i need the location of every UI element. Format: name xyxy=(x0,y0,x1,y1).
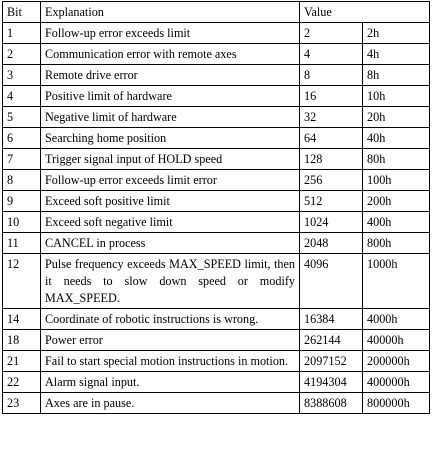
cell-value-hex: 40h xyxy=(363,128,430,149)
document-body xyxy=(2,1,430,414)
table-row xyxy=(3,65,430,86)
table-row xyxy=(3,86,430,107)
table-row xyxy=(3,393,430,414)
cell-value-decimal: 8388608 xyxy=(300,393,363,414)
cell-value-hex: 2h xyxy=(363,23,430,44)
cell-value-decimal: 32 xyxy=(300,107,363,128)
cell-explanation: CANCEL in process xyxy=(41,233,300,254)
cell-explanation: Power error xyxy=(41,330,300,351)
table-row xyxy=(3,254,430,309)
cell-bit: 7 xyxy=(3,149,41,170)
cell-value-hex: 400000h xyxy=(363,372,430,393)
cell-value-decimal: 16 xyxy=(300,86,363,107)
cell-value-decimal: 16384 xyxy=(300,309,363,330)
cell-value-hex: 1000h xyxy=(363,254,430,309)
cell-explanation: Searching home position xyxy=(41,128,300,149)
cell-explanation: Follow-up error exceeds limit error xyxy=(41,170,300,191)
table-body xyxy=(3,23,430,414)
cell-bit: 5 xyxy=(3,107,41,128)
header-explanation: Explanation xyxy=(41,2,300,23)
table-row xyxy=(3,212,430,233)
axis-status-bit-table xyxy=(2,1,430,414)
table-row xyxy=(3,372,430,393)
cell-value-decimal: 256 xyxy=(300,170,363,191)
cell-value-decimal: 4194304 xyxy=(300,372,363,393)
table-row xyxy=(3,309,430,330)
cell-value-hex: 10h xyxy=(363,86,430,107)
cell-value-decimal: 512 xyxy=(300,191,363,212)
table-row xyxy=(3,23,430,44)
cell-value-hex: 4h xyxy=(363,44,430,65)
cell-explanation: Alarm signal input. xyxy=(41,372,300,393)
cell-bit: 14 xyxy=(3,309,41,330)
table-row xyxy=(3,330,430,351)
cell-explanation: Pulse frequency exceeds MAX_SPEED limit, then it needs to slow down speed or modify MAX_SPEED. xyxy=(41,254,300,309)
cell-bit: 9 xyxy=(3,191,41,212)
cell-bit: 21 xyxy=(3,351,41,372)
cell-value-decimal: 4096 xyxy=(300,254,363,309)
cell-bit: 18 xyxy=(3,330,41,351)
cell-explanation: Remote drive error xyxy=(41,65,300,86)
cell-value-decimal: 2097152 xyxy=(300,351,363,372)
cell-value-decimal: 4 xyxy=(300,44,363,65)
table-row xyxy=(3,149,430,170)
cell-explanation: Follow-up error exceeds limit xyxy=(41,23,300,44)
cell-value-decimal: 2 xyxy=(300,23,363,44)
cell-value-hex: 4000h xyxy=(363,309,430,330)
cell-value-hex: 40000h xyxy=(363,330,430,351)
table-header-row xyxy=(3,2,430,23)
cell-bit: 8 xyxy=(3,170,41,191)
cell-explanation: Negative limit of hardware xyxy=(41,107,300,128)
cell-value-hex: 200h xyxy=(363,191,430,212)
cell-value-hex: 8h xyxy=(363,65,430,86)
cell-bit: 22 xyxy=(3,372,41,393)
cell-explanation: Axes are in pause. xyxy=(41,393,300,414)
table-row xyxy=(3,44,430,65)
cell-value-hex: 100h xyxy=(363,170,430,191)
cell-value-decimal: 128 xyxy=(300,149,363,170)
cell-value-hex: 200000h xyxy=(363,351,430,372)
cell-bit: 6 xyxy=(3,128,41,149)
cell-bit: 2 xyxy=(3,44,41,65)
table-row xyxy=(3,128,430,149)
cell-explanation: Fail to start special motion instructions in motion. xyxy=(41,351,300,372)
header-value: Value xyxy=(300,2,430,23)
cell-explanation: Communication error with remote axes xyxy=(41,44,300,65)
cell-bit: 1 xyxy=(3,23,41,44)
cell-bit: 12 xyxy=(3,254,41,309)
cell-value-decimal: 1024 xyxy=(300,212,363,233)
table-row xyxy=(3,170,430,191)
cell-explanation: Exceed soft positive limit xyxy=(41,191,300,212)
cell-value-decimal: 262144 xyxy=(300,330,363,351)
table-row xyxy=(3,233,430,254)
cell-value-hex: 400h xyxy=(363,212,430,233)
cell-bit: 11 xyxy=(3,233,41,254)
cell-value-hex: 20h xyxy=(363,107,430,128)
cell-explanation: Positive limit of hardware xyxy=(41,86,300,107)
cell-explanation: Exceed soft negative limit xyxy=(41,212,300,233)
cell-bit: 23 xyxy=(3,393,41,414)
cell-explanation: Coordinate of robotic instructions is wrong. xyxy=(41,309,300,330)
header-bit: Bit xyxy=(3,2,41,23)
table-row xyxy=(3,351,430,372)
cell-bit: 4 xyxy=(3,86,41,107)
cell-bit: 10 xyxy=(3,212,41,233)
table-row xyxy=(3,191,430,212)
cell-explanation: Trigger signal input of HOLD speed xyxy=(41,149,300,170)
cell-bit: 3 xyxy=(3,65,41,86)
cell-value-hex: 800000h xyxy=(363,393,430,414)
cell-value-hex: 80h xyxy=(363,149,430,170)
table-row xyxy=(3,107,430,128)
cell-value-decimal: 2048 xyxy=(300,233,363,254)
cell-value-decimal: 64 xyxy=(300,128,363,149)
cell-value-decimal: 8 xyxy=(300,65,363,86)
cell-value-hex: 800h xyxy=(363,233,430,254)
